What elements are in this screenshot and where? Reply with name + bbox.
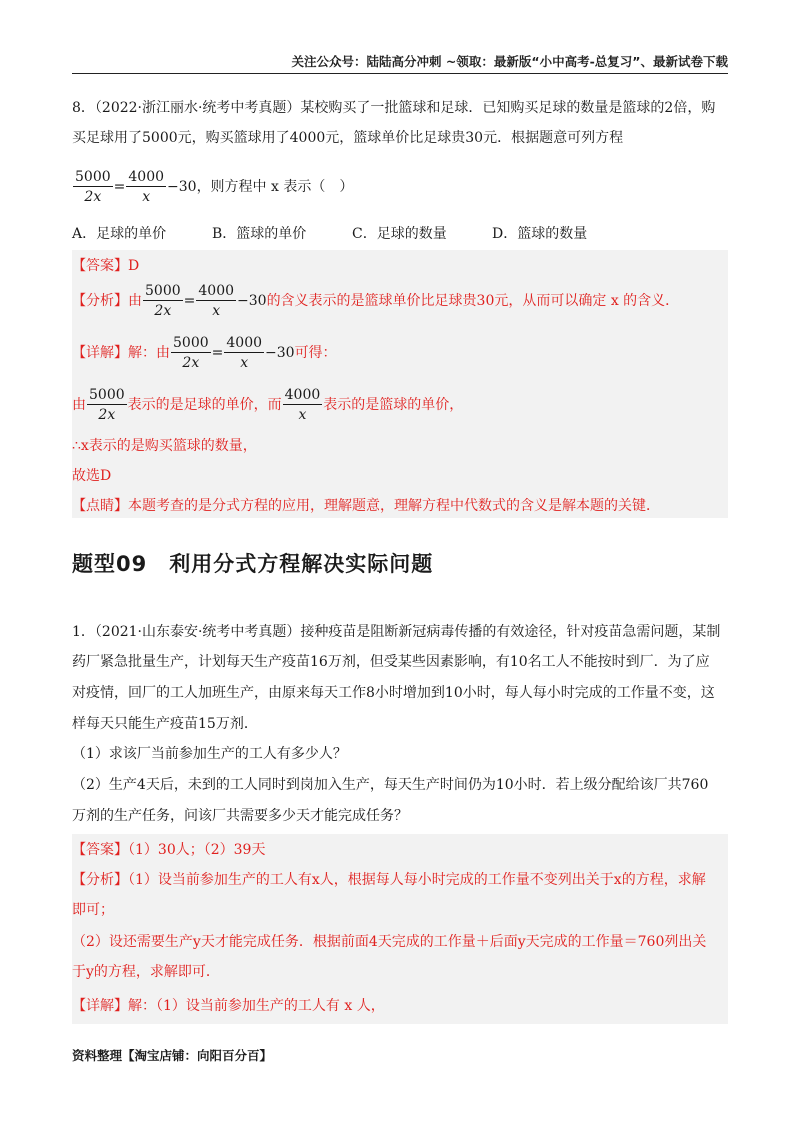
q1-line-2: 药厂紧急批量生产，计划每天生产疫苗16万剂，但受某些因素影响，有10名工人不能按时到厂．为了应 [72, 654, 710, 670]
q1-line-4: 样每天只能生产疫苗15万剂． [72, 716, 258, 732]
q1-part-1: （1）求该厂当前参加生产的工人有多少人？ [72, 746, 347, 762]
q1-line-3: 对疫情，回厂的工人加班生产，由原来每天工作8小时增加到10小时，每人每小时完成的工作量不变，这 [72, 685, 715, 701]
q1-detail: 【详解】解：（1）设当前参加生产的工人有 x 人， [72, 998, 385, 1014]
q8-analysis: 【分析】由 $\frac{5000}{2x}$ = $\frac{4000}{x}$ −30的含义表示的是篮球单价比足球贵30元，从而可以确定 x 的含义． [72, 283, 680, 319]
q1-analysis-2: 即可； [72, 902, 114, 918]
fraction: $\frac{4000}{x}$ [284, 387, 321, 423]
fraction: $\frac{4000}{x}$ [128, 169, 165, 205]
q8-options [72, 220, 728, 249]
q1-part-2-line-1: （2）生产4天后，未到的工人同时到岗加入生产，每天生产时间仍为10小时．若上级分配给该厂共760 [72, 777, 709, 793]
fraction: $\frac{5000}{2x}$ [173, 335, 209, 371]
page-footer: 资料整理【淘宝店铺：向阳百分百】 [72, 1048, 273, 1063]
q8-equation-line: $\frac{5000}{2x}$ = $\frac{4000}{x}$ −30，则方程中 x 表示（ ） [75, 169, 354, 205]
equation-suffix: ，则方程中 x 表示（ ） [196, 179, 354, 195]
q8-line-1: 8．（2022·浙江丽水·统考中考真题）某校购买了一批篮球和足球．已知购买足球的数量是篮球的2倍，购 [72, 100, 716, 116]
q1-answer: 【答案】（1）30人；（2）39天 [72, 842, 266, 858]
q8-answer: 【答案】D [72, 258, 140, 274]
q8-line-2: 买足球用了5000元，购买篮球用了4000元，篮球单价比足球贵30元．根据题意可列方程 [72, 130, 624, 146]
header-divider [72, 73, 728, 74]
fraction: $\frac{5000}{2x}$ [89, 387, 125, 423]
q8-detail-line-c: 故选D [72, 468, 112, 484]
q8-detail: 【详解】解：由 $\frac{5000}{2x}$ = $\frac{4000}{x}$ −30可得： [72, 335, 337, 371]
q8-detail-line-a: 由 $\frac{5000}{2x}$ 表示的是足球的单价，而 $\frac{4000}{x}$ 表示的是篮球的单价， [72, 387, 464, 423]
q1-analysis-4: 于y的方程，求解即可． [72, 964, 220, 980]
section-title: 题型09 利用分式方程解决实际问题 [72, 552, 434, 576]
option-b: B．篮球的单价 [212, 226, 307, 242]
q1-analysis-3: （2）设还需要生产y天才能完成任务．根据前面4天完成的工作量＋后面y天完成的工作量＝760列出关 [72, 934, 707, 950]
option-d: D．篮球的数量 [492, 226, 588, 242]
q8-detail-line-b: ∴x表示的是购买篮球的数量， [72, 438, 257, 454]
option-c: C．足球的数量 [352, 226, 447, 242]
q8-comment: 【点睛】本题考查的是分式方程的应用，理解题意，理解方程中代数式的含义是解本题的关键． [72, 498, 660, 514]
option-a: A．足球的单价 [72, 226, 167, 242]
page-header: 关注公众号：陆陆高分冲刺 ~领取：最新版“小中高考-总复习”、最新试卷下载 [291, 54, 728, 69]
q1-line-1: 1．（2021·山东泰安·统考中考真题）接种疫苗是阻断新冠病毒传播的有效途径，针对疫苗急需问题，某制 [72, 624, 721, 640]
q1-part-2-line-2: 万剂的生产任务，问该厂共需要多少天才能完成任务？ [72, 808, 408, 824]
fraction: $\frac{4000}{x}$ [226, 335, 263, 371]
q1-analysis-1: 【分析】（1）设当前参加生产的工人有x人，根据每人每小时完成的工作量不变列出关于x的方程，求解 [72, 872, 706, 888]
fraction: $\frac{5000}{2x}$ [75, 169, 111, 205]
fraction: $\frac{4000}{x}$ [198, 283, 235, 319]
fraction: $\frac{5000}{2x}$ [145, 283, 181, 319]
